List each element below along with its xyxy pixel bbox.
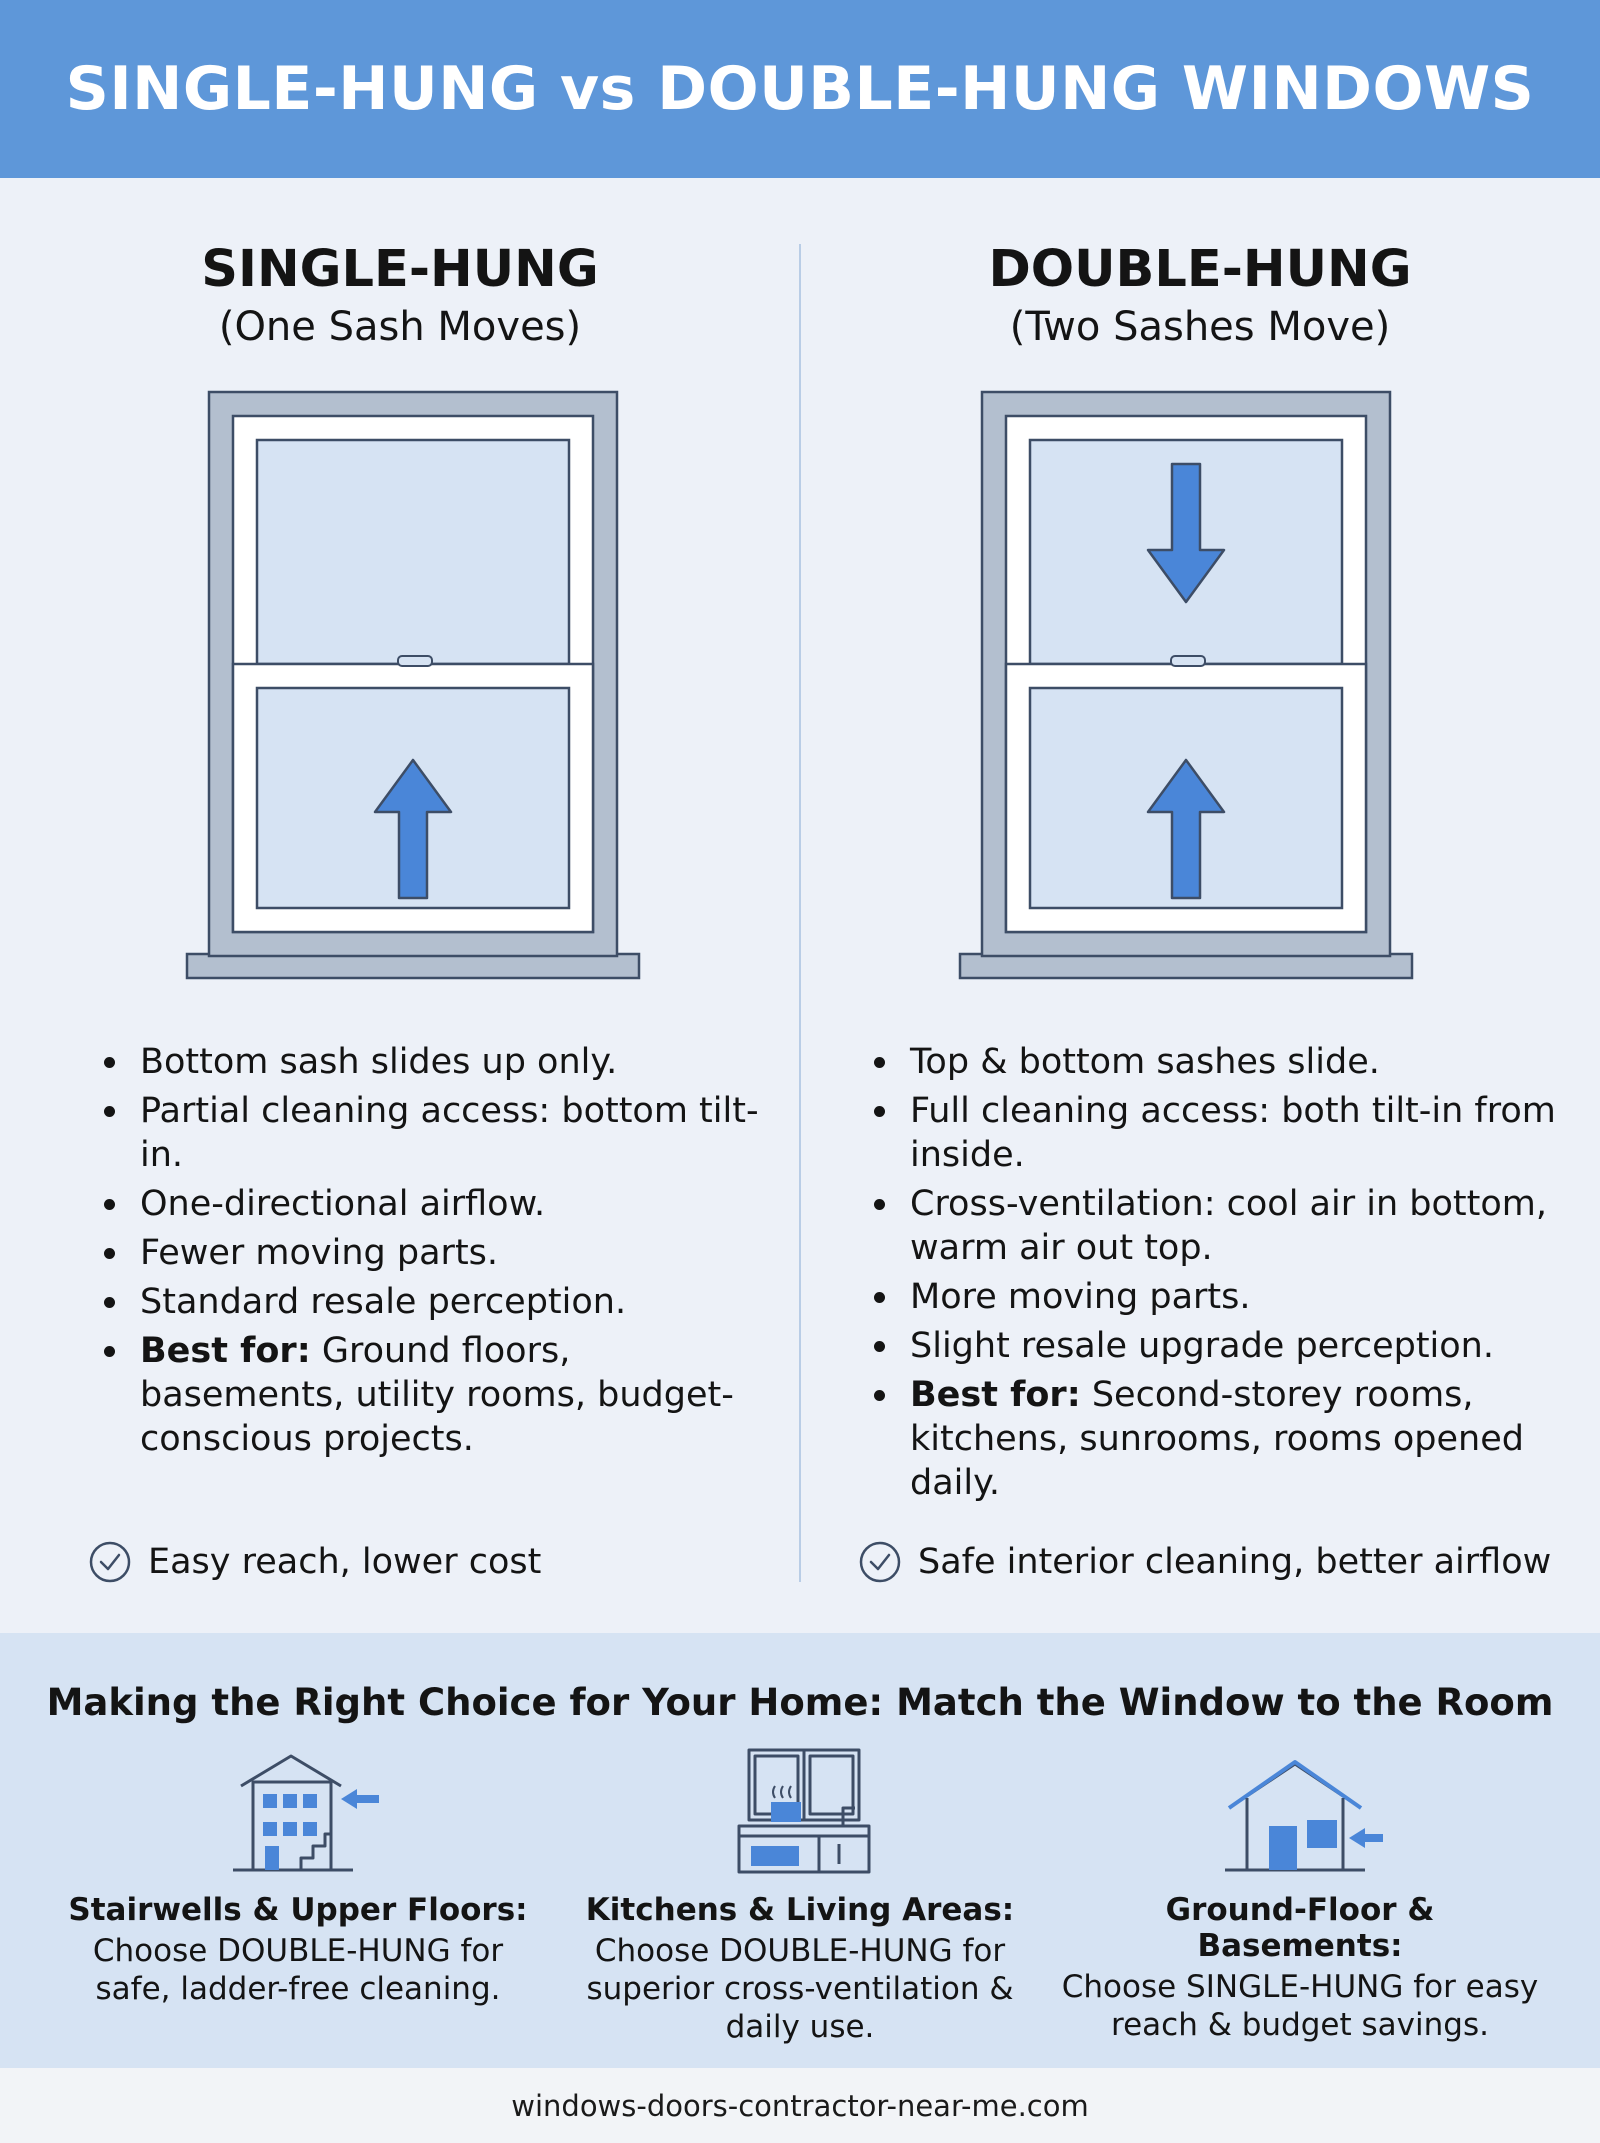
upper-sash-glass [257, 440, 569, 664]
benefit-note [858, 1540, 1551, 1584]
house-icon [1215, 1738, 1385, 1878]
best-for-label: Best for: [910, 1375, 1081, 1415]
tip-upper-floors [58, 1738, 538, 2008]
window-sill [187, 954, 639, 978]
sash-lock [398, 656, 432, 666]
recommendation-panel [0, 1633, 1600, 2068]
sash-lock [1171, 656, 1205, 666]
benefit-text: Safe interior cleaning, better airflow [918, 1542, 1552, 1582]
list-item-best-for [100, 1329, 780, 1461]
tip-text: Choose DOUBLE-HUNG for superior cross-ventilation & daily use. [586, 1933, 1014, 2045]
check-circle-icon [858, 1540, 902, 1584]
recommendation-heading: Making the Right Choice for Your Home: Match the Window to the Room [46, 1681, 1554, 1724]
window-sill [960, 954, 1412, 978]
tip-title: Stairwells & Upper Floors: [68, 1892, 528, 1928]
page-title: SINGLE-HUNG vs DOUBLE-HUNG WINDOWS [65, 54, 1535, 124]
tip-text: Choose DOUBLE-HUNG for safe, ladder-free cleaning. [92, 1933, 504, 2007]
page-header [0, 0, 1600, 178]
column-title: SINGLE-HUNG [201, 240, 599, 299]
tip-title: Kitchens & Living Areas: [585, 1892, 1015, 1928]
column-subtitle: (One Sash Moves) [218, 304, 582, 350]
benefit-text: Easy reach, lower cost [148, 1542, 542, 1582]
list-item: Cross-ventilation: cool air in bottom, warm air out top. [870, 1182, 1600, 1270]
column-title: DOUBLE-HUNG [988, 240, 1412, 299]
multi-storey-house-icon [213, 1738, 383, 1878]
feature-list [100, 1040, 780, 1466]
check-circle-icon [88, 1540, 132, 1584]
column-subtitle: (Two Sashes Move) [1009, 304, 1391, 350]
footer-url: windows-doors-contractor-near-me.com [0, 2068, 1600, 2143]
list-item: More moving parts. [870, 1275, 1600, 1319]
list-item: Standard resale perception. [100, 1280, 780, 1324]
benefit-note [88, 1540, 541, 1584]
tip-ground-floor [1060, 1738, 1540, 2044]
double-hung-column [800, 178, 1600, 1633]
list-item-best-for [870, 1373, 1600, 1505]
single-hung-column [0, 178, 800, 1633]
best-for-text: Ground floors, basements, utility rooms, budget-conscious projects. [140, 1331, 734, 1459]
list-item: Fewer moving parts. [100, 1231, 780, 1275]
list-item: Slight resale upgrade perception. [870, 1324, 1600, 1368]
double-hung-window-illustration [958, 390, 1418, 980]
tip-text: Choose SINGLE-HUNG for easy reach & budget savings. [1061, 1969, 1539, 2043]
tip-title: Ground-Floor & Basements: [1165, 1892, 1435, 1964]
list-item: Full cleaning access: both tilt-in from inside. [870, 1089, 1600, 1177]
list-item: One-directional airflow. [100, 1182, 780, 1226]
kitchen-icon [715, 1738, 885, 1878]
list-item: Top & bottom sashes slide. [870, 1040, 1600, 1084]
single-hung-window-illustration [185, 390, 645, 980]
list-item: Bottom sash slides up only. [100, 1040, 780, 1084]
feature-list [870, 1040, 1600, 1510]
list-item: Partial cleaning access: bottom tilt-in. [100, 1089, 780, 1177]
best-for-text: Second-storey rooms, kitchens, sunrooms, rooms opened daily. [910, 1375, 1524, 1503]
tip-kitchens [560, 1738, 1040, 2046]
best-for-label: Best for: [140, 1331, 311, 1371]
